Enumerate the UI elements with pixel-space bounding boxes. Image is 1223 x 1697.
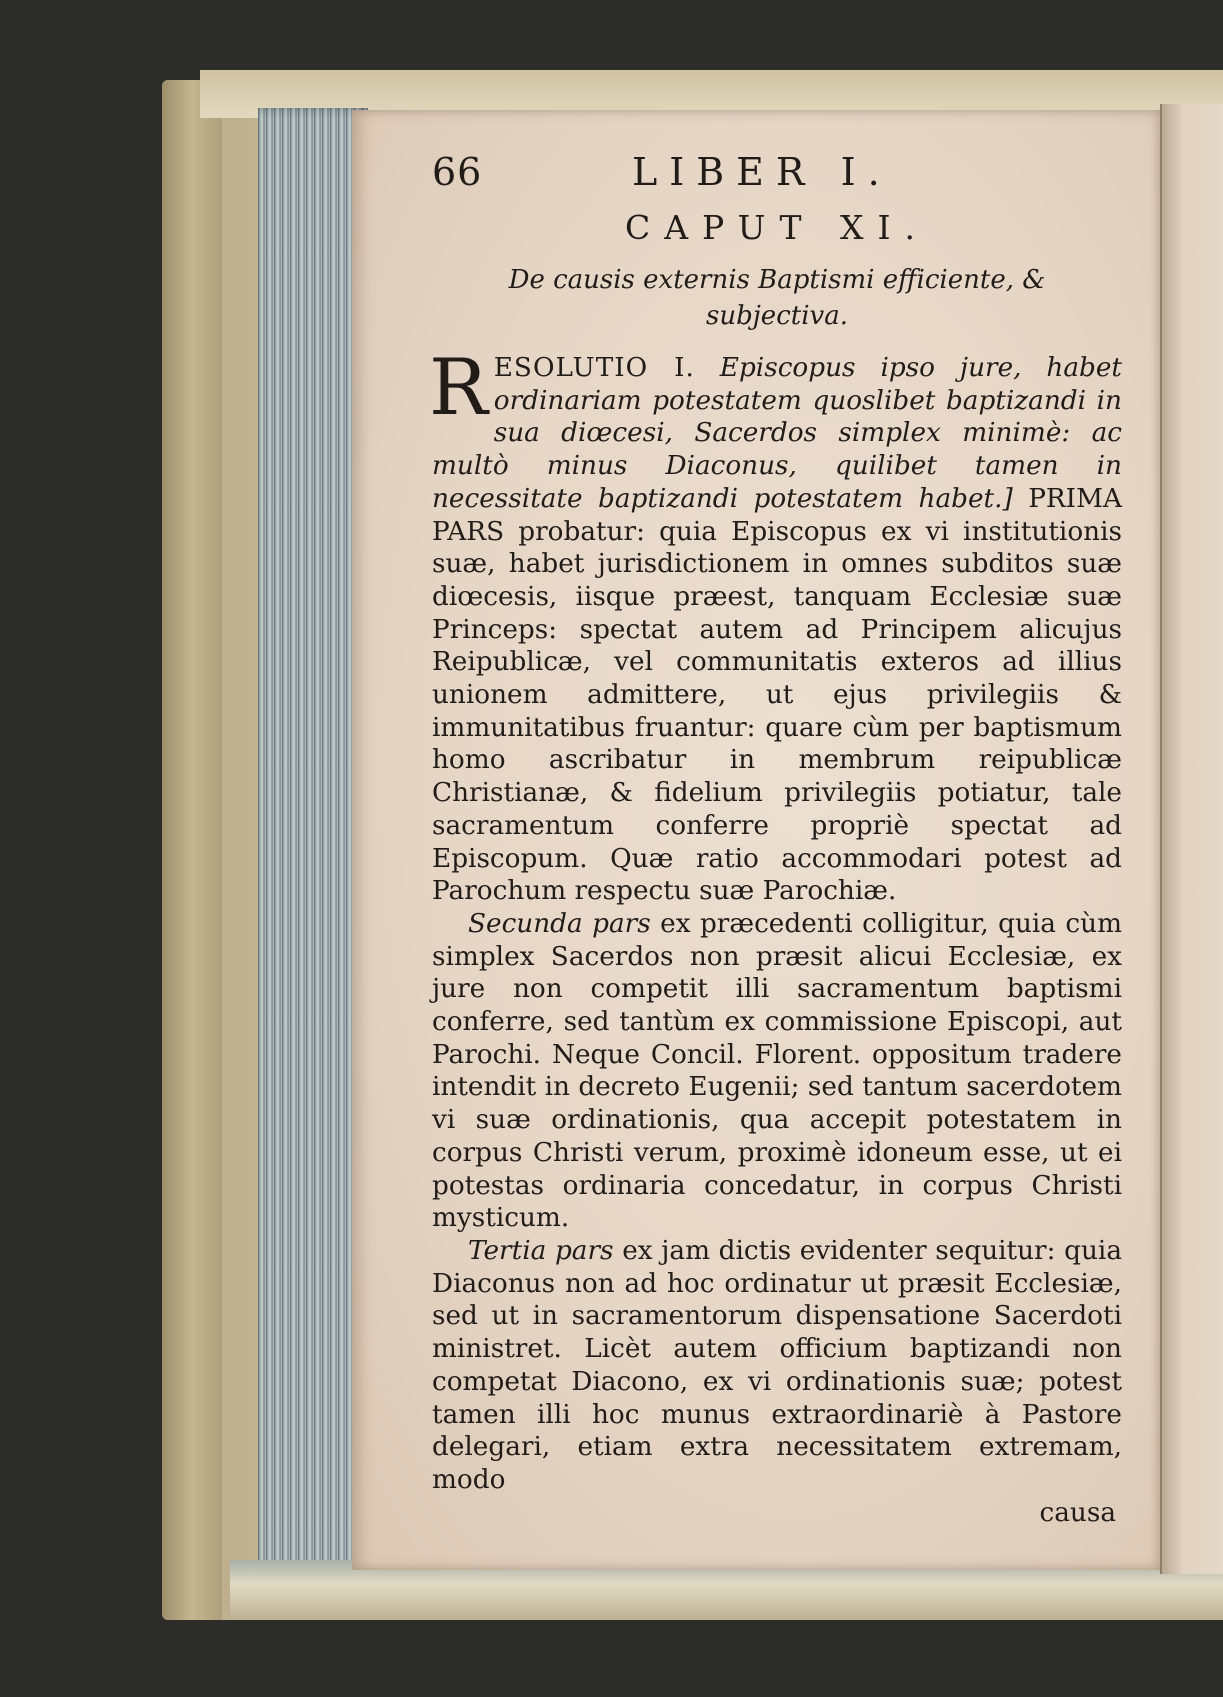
drop-cap: R [429, 343, 488, 433]
chapter-subtitle: De causis externis Baptismi efficiente, & subjectiva. [508, 265, 1046, 331]
resolutio-statement: Episcopus ipso jure, habet ordinariam potestatem quoslibet baptizandi in sua diœcesi, Sacerdos simplex minimè: ac multò minus Diaconus, quilibet tamen in necessitate baptizandi potestatem habet.] [432, 353, 1122, 514]
prima-pars-label: PRIMA PARS [432, 483, 1122, 547]
page-number: 66 [432, 150, 483, 194]
prima-pars-text: probatur: quia Episcopus ex vi institutionis suæ, habet jurisdictionem in omnes subditos suæ diœcesis, iisque præest, tanquam Ecclesiæ suæ Princeps: spectat autem ad Principem alicujus Reipublicæ, vel communitatis exteros ad illius unionem admittere, ut ejus privilegiis & immunitatibus fruantur: quare cùm per baptismum homo ascribatur in membrum reipublicæ Christianæ, & fidelium privilegiis potiatur, tale sacramentum conferre propriè spectat ad Episcopum. Quæ ratio accommodari potest ad Parochum respectu suæ Parochiæ. [432, 516, 1123, 907]
chapter-heading: CAPUT XI. [624, 208, 930, 247]
secunda-pars-text: ex præcedenti colligitur, quia cùm simplex Sacerdos non præsit alicui Ecclesiæ, ex jure non competit illi sacramentum baptismi conferre, sed tantùm ex commissione Episcopi, aut Parochi. Neque Concil. Florent. oppositum tradere intendit in decreto Eugenii; sed tantum sacerdotem vi suæ ordinationis, qua accepit potestatem in corpus Christi verum, proximè idoneum esse, ut ei potestas ordinaria concedatur, in corpus Christi mysticum. [432, 908, 1123, 1234]
body-text [429, 343, 1123, 1529]
tertia-pars-text: ex jam dictis evidenter sequitur: quia Diaconus non ad hoc ordinatur ut præsit Ecclesiæ, sed ut in sacramentorum dispensatione Sacerdoti ministret. Licèt autem officium baptizandi non competat Diacono, ex vi ordinationis suæ; potest tamen illi hoc munus extraordinariè à Pastore delegari, etiam extra necessitatem extremam, modo [432, 1235, 1123, 1495]
resolutio-paragraph [429, 343, 1123, 908]
facing-page-edge [1160, 104, 1223, 1574]
tertia-pars-label: Tertia pars [468, 1235, 614, 1266]
book-spine [162, 80, 222, 1620]
secunda-paragraph [432, 908, 1122, 1235]
catchword: causa [1039, 1497, 1116, 1528]
running-title: LIBER I. [632, 150, 892, 194]
page-content [429, 150, 1123, 1529]
page-header [432, 150, 1122, 200]
tertia-paragraph [432, 1235, 1122, 1497]
resolutio-title: ESOLUTIO I. [493, 353, 695, 383]
secunda-pars-label: Secunda pars [468, 908, 651, 939]
